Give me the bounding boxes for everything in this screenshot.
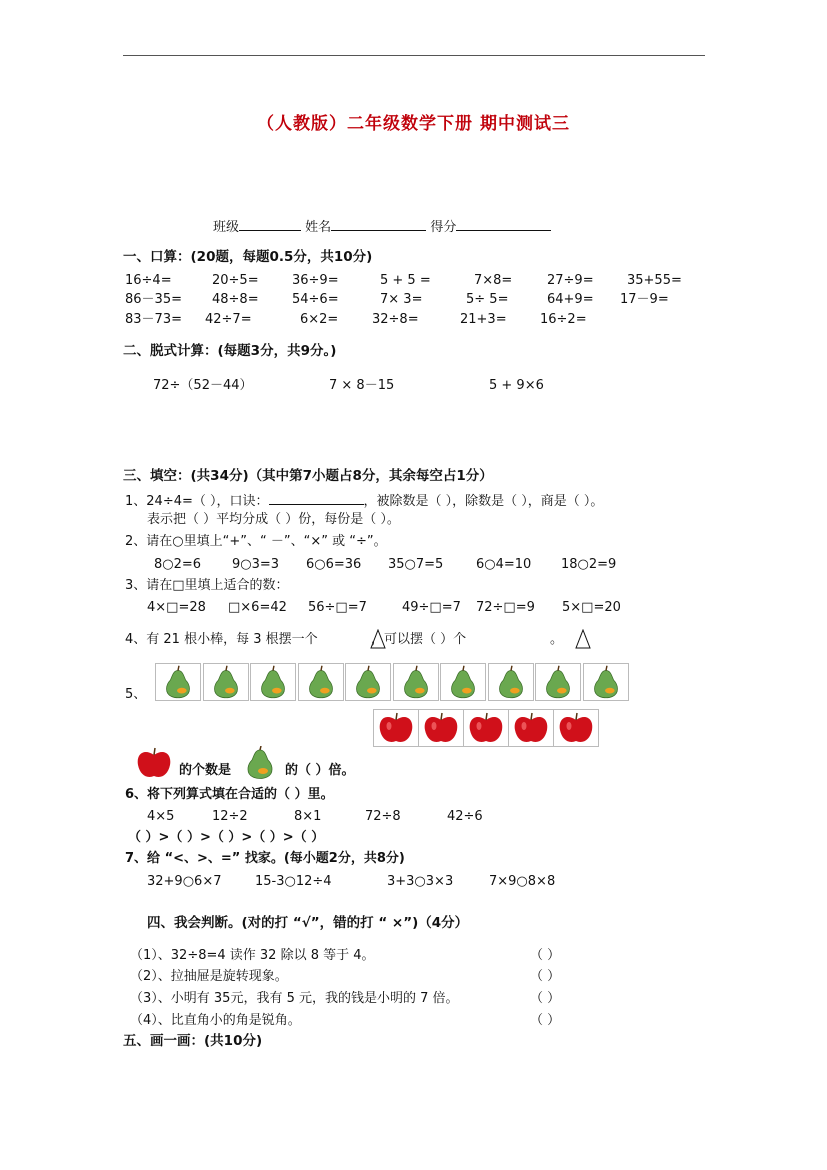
apple-icon bbox=[508, 709, 554, 747]
q1-line2: 表示把（ ）平均分成（ ）份，每份是（ ）。 bbox=[147, 512, 400, 527]
apple-icon bbox=[553, 709, 599, 747]
q4-text-c: 。 bbox=[550, 632, 564, 647]
pear-icon bbox=[237, 746, 283, 780]
top-rule bbox=[123, 55, 705, 56]
name-label: 姓名 bbox=[305, 220, 332, 235]
pear-icon bbox=[250, 663, 296, 701]
q1-formula-blank[interactable] bbox=[269, 492, 364, 505]
q3-item: 72÷□=9 bbox=[476, 600, 535, 615]
q1-text-a: 1、24÷4=（ ），口诀： bbox=[125, 494, 269, 509]
info-line bbox=[213, 218, 551, 234]
oral-item: 5÷ 5= bbox=[466, 292, 509, 307]
q7-item: 15-3○12÷4 bbox=[255, 874, 332, 889]
oral-item: 42÷7= bbox=[205, 312, 252, 327]
judge-blank[interactable]: （ ） bbox=[530, 991, 561, 1006]
q3-item: 4×□=28 bbox=[147, 600, 206, 615]
q2-item: 6○4=10 bbox=[476, 557, 532, 572]
q5-text-b: 的（ ）倍。 bbox=[285, 763, 355, 778]
score-blank[interactable] bbox=[456, 218, 551, 231]
q1-line1 bbox=[125, 492, 603, 508]
pear-icon bbox=[345, 663, 391, 701]
q7-item: 3+3○3×3 bbox=[387, 874, 454, 889]
class-label: 班级 bbox=[213, 220, 240, 235]
oral-item: 5 + 5 = bbox=[380, 273, 431, 288]
q6-chain[interactable]: （ ）>（ ）>（ ）>（ ）>（ ） bbox=[128, 830, 325, 845]
pear-icon bbox=[203, 663, 249, 701]
stepwise-item: 5 + 9×6 bbox=[489, 378, 544, 393]
oral-item: 20÷5= bbox=[212, 273, 259, 288]
q2-item: 9○3=3 bbox=[232, 557, 280, 572]
oral-item: 35+55= bbox=[627, 273, 682, 288]
q2-item: 35○7=5 bbox=[388, 557, 444, 572]
oral-item: 32÷8= bbox=[372, 312, 419, 327]
q6-item: 12÷2 bbox=[212, 809, 248, 824]
apple-icon bbox=[134, 746, 174, 780]
judge-item: （3）、小明有 35元，我有 5 元，我的钱是小明的 7 倍。 bbox=[130, 991, 459, 1006]
apple-icon bbox=[373, 709, 419, 747]
pear-icon bbox=[535, 663, 581, 701]
oral-item: 36÷9= bbox=[292, 273, 339, 288]
oral-item: 7× 3= bbox=[380, 292, 423, 307]
judge-item: （1）、32÷8=4 读作 32 除以 8 等于 4。 bbox=[130, 948, 375, 963]
q2-text: 2、请在○里填上“+”、“ －”、“×” 或 “÷”。 bbox=[125, 534, 387, 549]
oral-item: 64+9= bbox=[547, 292, 594, 307]
oral-item: 7×8= bbox=[474, 273, 513, 288]
pear-icon bbox=[488, 663, 534, 701]
stepwise-item: 72÷（52－44） bbox=[153, 378, 253, 393]
q6-item: 8×1 bbox=[294, 809, 322, 824]
q3-item: 49÷□=7 bbox=[402, 600, 461, 615]
section5-heading: 五、画一画：(共10分) bbox=[123, 1033, 263, 1049]
oral-item: 16÷4= bbox=[125, 273, 172, 288]
q5-number: 5、 bbox=[125, 687, 147, 702]
q7-text: 7、给 “<、>、=” 找家。(每小题2分，共8分) bbox=[125, 851, 405, 866]
section3-heading: 三、填空：(共34分)（其中第7小题占8分，其余每空占1分） bbox=[123, 468, 493, 484]
oral-item: 27÷9= bbox=[547, 273, 594, 288]
q7-item: 7×9○8×8 bbox=[489, 874, 556, 889]
apple-icon bbox=[463, 709, 509, 747]
oral-item: 48÷8= bbox=[212, 292, 259, 307]
oral-item: 17－9= bbox=[620, 292, 669, 307]
q6-item: 42÷6 bbox=[447, 809, 483, 824]
judge-item: （2）、拉抽屉是旋转现象。 bbox=[130, 969, 288, 984]
page-title: （人教版）二年级数学下册 期中测试三 bbox=[257, 114, 570, 134]
oral-item: 54÷6= bbox=[292, 292, 339, 307]
oral-item: 83－73= bbox=[125, 312, 182, 327]
q3-item: 56÷□=7 bbox=[308, 600, 367, 615]
q1-text-b: ，被除数是（ ），除数是（ ），商是（ ）。 bbox=[363, 494, 604, 509]
judge-blank[interactable]: （ ） bbox=[530, 1013, 561, 1028]
q5-text-a: 的个数是 bbox=[179, 763, 232, 778]
q4-text-a: 4、有 21 根小棒，每 3 根摆一个 bbox=[125, 632, 318, 647]
q2-item: 6○6=36 bbox=[306, 557, 362, 572]
q2-item: 8○2=6 bbox=[154, 557, 202, 572]
stepwise-item: 7 × 8－15 bbox=[329, 378, 395, 393]
score-label: 得分 bbox=[430, 220, 457, 235]
q7-item: 32+9○6×7 bbox=[147, 874, 222, 889]
q2-item: 18○2=9 bbox=[561, 557, 617, 572]
q6-item: 72÷8 bbox=[365, 809, 401, 824]
name-blank[interactable] bbox=[331, 218, 426, 231]
oral-item: 86－35= bbox=[125, 292, 182, 307]
pear-icon bbox=[583, 663, 629, 701]
q3-text: 3、请在□里填上适合的数： bbox=[125, 578, 289, 593]
judge-blank[interactable]: （ ） bbox=[530, 948, 561, 963]
q6-text: 6、将下列算式填在合适的（ ）里。 bbox=[125, 787, 334, 802]
q4-text-b: ，可以摆（ ）个 bbox=[371, 632, 467, 647]
oral-item: 16÷2= bbox=[540, 312, 587, 327]
q3-item: 5×□=20 bbox=[562, 600, 621, 615]
section1-heading: 一、口算：(20题，每题0.5分，共10分) bbox=[123, 249, 373, 265]
q6-item: 4×5 bbox=[147, 809, 175, 824]
class-blank[interactable] bbox=[239, 218, 301, 231]
judge-blank[interactable]: （ ） bbox=[530, 969, 561, 984]
judge-item: （4）、比直角小的角是锐角。 bbox=[130, 1013, 301, 1028]
triangle-icon bbox=[575, 629, 591, 649]
section2-heading: 二、脱式计算：(每题3分，共9分。) bbox=[123, 343, 337, 359]
pear-icon bbox=[298, 663, 344, 701]
pear-icon bbox=[393, 663, 439, 701]
q3-item: □×6=42 bbox=[228, 600, 287, 615]
pear-icon bbox=[440, 663, 486, 701]
section4-heading: 四、我会判断。(对的打 “√”，错的打 “ ×”)（4分） bbox=[147, 915, 469, 931]
oral-item: 6×2= bbox=[300, 312, 339, 327]
apple-icon bbox=[418, 709, 464, 747]
oral-item: 21+3= bbox=[460, 312, 507, 327]
pear-icon bbox=[155, 663, 201, 701]
